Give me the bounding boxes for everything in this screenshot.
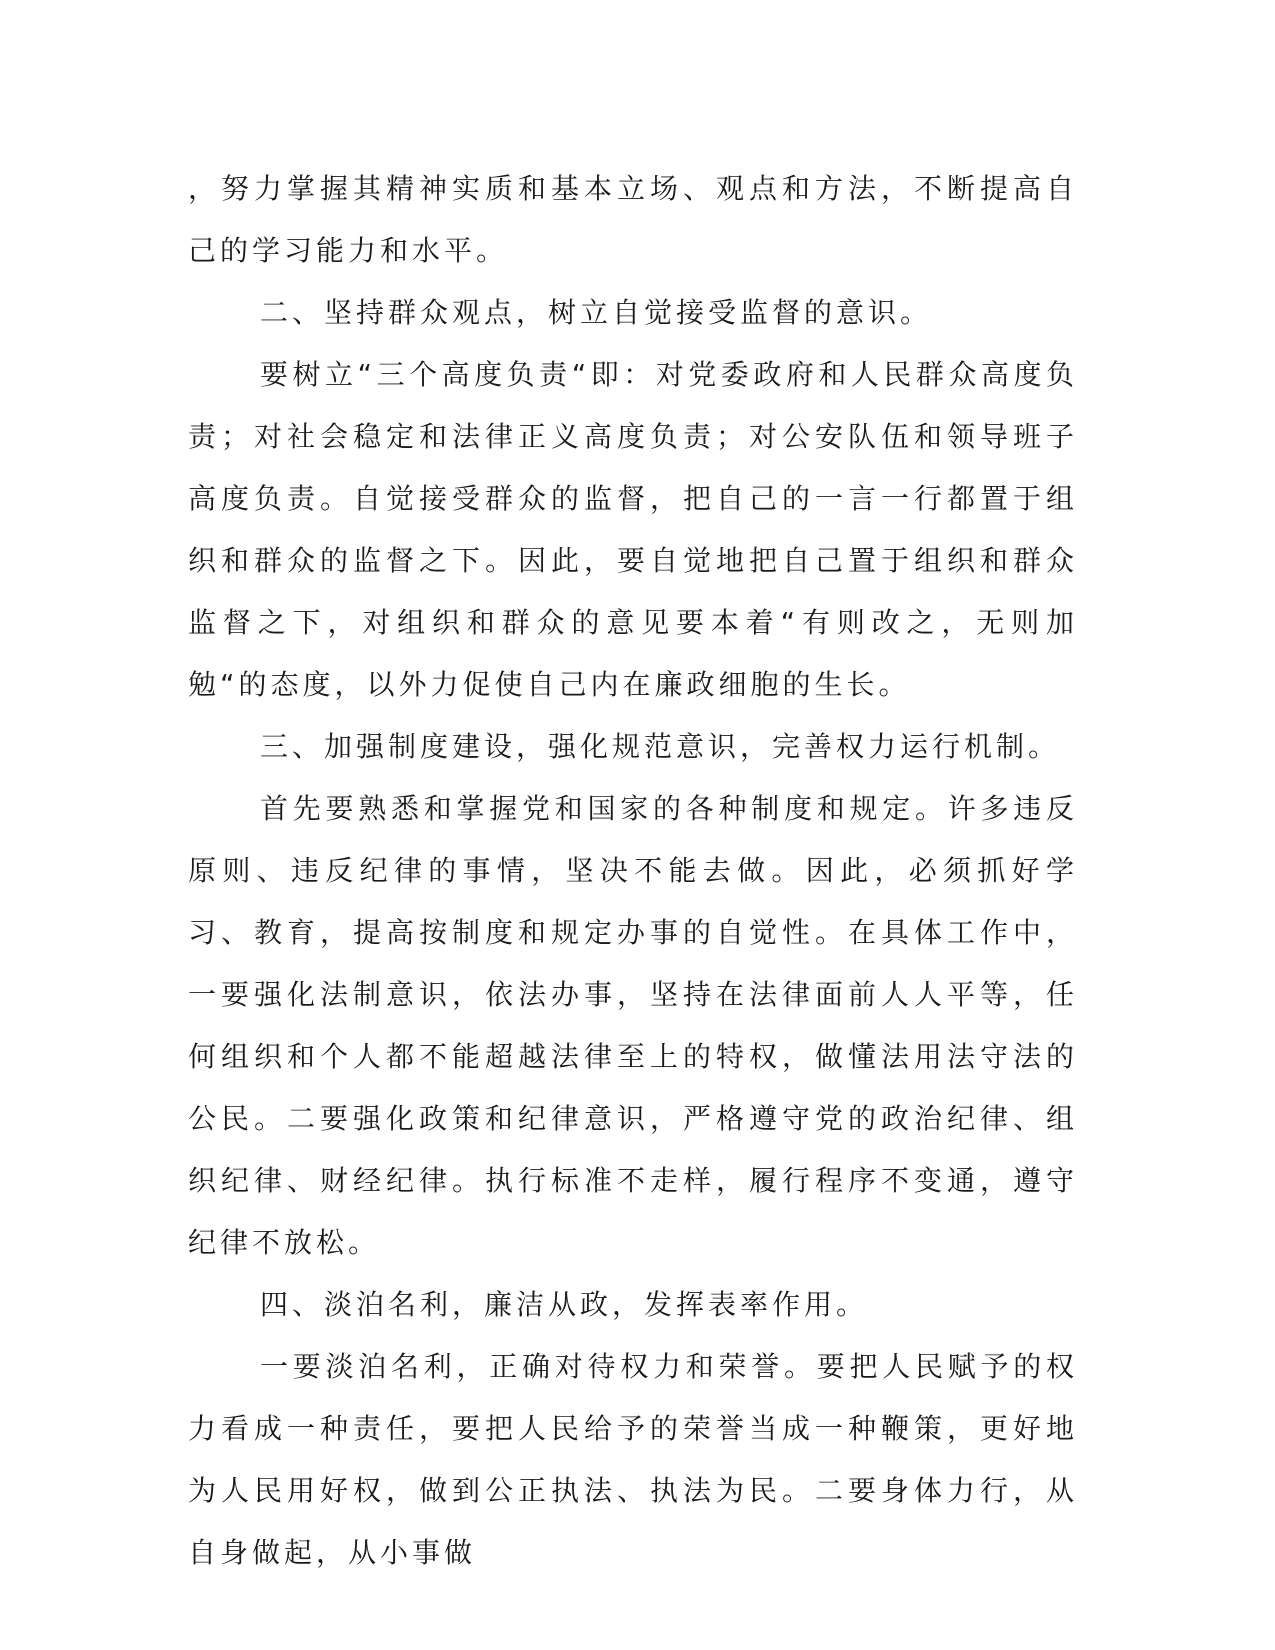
document-body bbox=[188, 158, 1078, 1584]
paragraph-1: ，努力掌握其精神实质和基本立场、观点和方法，不断提高自己的学习能力和水平。 bbox=[188, 172, 1078, 267]
section-heading-3: 三、加强制度建设，强化规范意识，完善权力运行机制。 bbox=[260, 730, 1061, 763]
section-heading-4: 四、淡泊名利，廉洁从政，发挥表率作用。 bbox=[260, 1288, 869, 1321]
paragraph-3: 首先要熟悉和掌握党和国家的各种制度和规定。许多违反原则、违反纪律的事情，坚决不能去做。因此，必须抓好学习、教育，提高按制度和规定办事的自觉性。在具体工作中，一要强化法制意识，依法办事，坚持在法律面前人人平等，任何组织和个人都不能超越法律至上的特权，做懂法用法守法的公民。二要强化政策和纪律意识，严格遵守党的政治纪律、组织纪律、财经纪律。执行标准不走样，履行程序不变通，遵守纪律不放松。 bbox=[188, 792, 1078, 1259]
paragraph-2: 要树立“三个高度负责“即：对党委政府和人民群众高度负责；对社会稳定和法律正义高度负责；对公安队伍和领导班子高度负责。自觉接受群众的监督，把自己的一言一行都置于组织和群众的监督之下。因此，要自觉地把自己置于组织和群众监督之下，对组织和群众的意见要本着“有则改之，无则加勉“的态度，以外力促使自己内在廉政细胞的生长。 bbox=[188, 358, 1078, 701]
section-heading-2: 二、坚持群众观点，树立自觉接受监督的意识。 bbox=[260, 296, 933, 329]
paragraph-4: 一要淡泊名利，正确对待权力和荣誉。要把人民赋予的权力看成一种责任，要把人民给予的荣誉当成一种鞭策，更好地为人民用好权，做到公正执法、执法为民。二要身体力行，从自身做起，从小事做 bbox=[188, 1350, 1078, 1569]
